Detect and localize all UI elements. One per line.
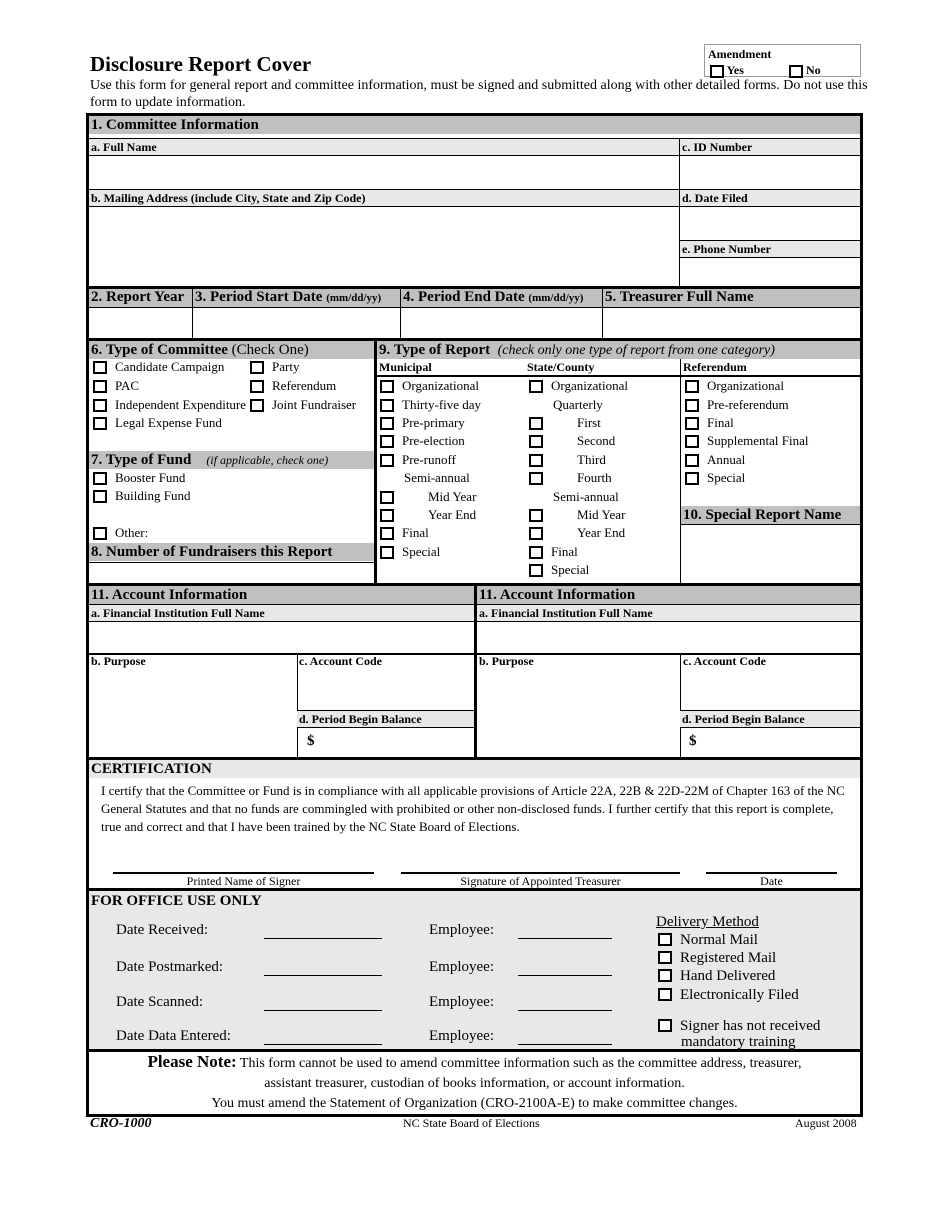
date-signature-label: Date [760,874,783,888]
please-note-line-2: assistant treasurer, custodian of books information, or account information. [264,1076,685,1091]
date-postmarked-label: Date Postmarked: [116,959,224,975]
building-fund-checkbox[interactable] [93,490,107,503]
form-code: CRO-1000 [90,1116,152,1131]
begin-balance-2-label: d. Period Begin Balance [680,710,860,728]
date-postmarked-field[interactable] [264,975,382,976]
date-scanned-label: Date Scanned: [116,994,204,1010]
purpose-1-field[interactable] [90,671,296,756]
state-organizational-checkbox[interactable] [529,380,543,393]
mailing-address-field[interactable] [90,207,678,286]
mailing-address-label: b. Mailing Address (include City, State and Zip Code) [89,189,679,207]
municipal-label: Municipal [379,360,432,374]
account-info-1-header: 11. Account Information [89,586,474,604]
municipal-pre-election-checkbox[interactable] [380,435,394,448]
municipal-year-end-checkbox[interactable] [380,509,394,522]
section-9-header: 9. Type of Report (check only one type of report from one category) [377,341,860,360]
special-report-name-field[interactable] [682,525,860,583]
id-number-field[interactable] [681,156,860,188]
account-code-2-label: c. Account Code [683,654,766,668]
period-end-label: 4. Period End Date (mm/dd/yy) [403,289,584,305]
section-1-header: 1. Committee Information [89,116,860,134]
municipal-semi-annual-label: Semi-annual [404,470,470,485]
date-data-entered-field[interactable] [264,1044,382,1045]
period-start-field[interactable] [193,308,399,338]
begin-balance-2-field[interactable]: $ [689,733,697,749]
date-scanned-field[interactable] [264,1010,382,1011]
begin-balance-1-label: d. Period Begin Balance [297,710,474,728]
section-7-header: 7. Type of Fund (if applicable, check one) [89,451,374,469]
account-info-2-header: 11. Account Information [477,586,860,604]
referendum-annual-checkbox[interactable] [685,454,699,467]
booster-fund-checkbox[interactable] [93,472,107,485]
hand-delivered-checkbox[interactable] [658,969,672,982]
state-mid-year-checkbox[interactable] [529,509,543,522]
state-final-checkbox[interactable] [529,546,543,559]
state-special-checkbox[interactable] [529,564,543,577]
employee-label-2: Employee: [429,959,494,975]
section-10-header: 10. Special Report Name [681,506,860,524]
footer-agency: NC State Board of Elections [403,1116,540,1130]
state-first-quarter-checkbox[interactable] [529,417,543,430]
date-data-entered-label: Date Data Entered: [116,1028,231,1044]
begin-balance-1-field[interactable]: $ [307,733,315,749]
certification-text: I certify that the Committee or Fund is in compliance with all applicable provisions of Article 22A, 22B & 22D-22M of Chapter 163 of the NC General Statutes and that no funds are commingled with prohibited or other non-disclosed funds. I further certify that this report is complete, true and correct and that I have been trained by the NC State Board of Elections. [101,783,845,834]
legal-expense-fund-checkbox[interactable] [93,417,107,430]
signer-not-trained-label-2: mandatory training [681,1034,796,1050]
employee-label-3: Employee: [429,994,494,1010]
employee-field-2[interactable] [518,975,612,976]
municipal-final-checkbox[interactable] [380,527,394,540]
financial-institution-2-label: a. Financial Institution Full Name [477,604,860,622]
please-note-line-1: This form cannot be used to amend committee information such as the committee address, treasurer, [239,1056,802,1071]
account-code-1-label: c. Account Code [299,654,382,668]
supplemental-final-checkbox[interactable] [685,435,699,448]
state-second-quarter-checkbox[interactable] [529,435,543,448]
section-8-header: 8. Number of Fundraisers this Report [89,543,374,561]
pac-checkbox[interactable] [93,380,107,393]
purpose-1-label: b. Purpose [91,654,146,668]
amendment-yes-label: Yes [726,63,744,77]
candidate-campaign-checkbox[interactable] [93,361,107,374]
treasurer-name-field[interactable] [603,308,860,338]
purpose-2-field[interactable] [478,671,679,756]
page-title: Disclosure Report Cover [90,52,312,76]
referendum-committee-checkbox[interactable] [250,380,264,393]
full-name-field[interactable] [90,156,678,188]
electronically-filed-checkbox[interactable] [658,988,672,1001]
employee-field-3[interactable] [518,1010,612,1011]
signer-not-trained-checkbox[interactable] [658,1019,672,1032]
please-note [89,1052,860,1114]
date-filed-label: d. Date Filed [680,189,860,207]
municipal-thirty-five-day-checkbox[interactable] [380,399,394,412]
financial-institution-2-field[interactable] [478,622,860,652]
employee-field-1[interactable] [518,938,612,939]
financial-institution-1-label: a. Financial Institution Full Name [89,604,474,622]
state-semi-annual-label: Semi-annual [553,489,619,504]
period-start-label: 3. Period Start Date (mm/dd/yy) [195,289,382,305]
joint-fundraiser-checkbox[interactable] [250,399,264,412]
state-county-label: State/County [527,360,595,374]
independent-expenditure-checkbox[interactable] [93,399,107,412]
office-use-section: FOR OFFICE USE ONLY Date Received: Date Postmarked: Date Scanned: Date Data Entered: Employee: Employee: Employee: Employee: Delivery Method Normal Mail Registered Mail Hand Delivered Electronically Filed Signer has not received mandatory training [89,891,860,1049]
referendum-organizational-checkbox[interactable] [685,380,699,393]
form-body: 1. Committee Information a. Full Name c. ID Number b. Mailing Address (include City, State and Zip Code) d. Date Filed e. Phone Number 2. Report Year 3. Period Start Date (mm/dd/yy) 4. Period End Date (mm/dd/yy) 5. Treasurer Full Name 6. Type of Committee (Check One) 9. Type of Report (check only one type of report from one category) Candidate Campaign PAC Independent Expenditure Legal Expense Fund Party Referendum Joint Fundraiser 7. Type of Fund (if applicable, check one) Booster Fund Building Fund Other: 8. Number of Fundraisers this Report Municipal State/County Referendum Organizational Thirty-five day Pre-primary Pre-election Pre-runoff Semi-annual Mid Year Year End Final Special Organizational Quarterly First Second Third Fourth Semi-annual Mid Year Year End Final Special Organizational Pre-referendum Final Supplemental Final Annual Special 10. Special Report Name 11. Account Information 11. Account Information a. Financial Institution Full Name a. Financial Institution Full Name b. Purpose c. Account Code b. Purpose c. Account Code d. Period Begin Balance d. Period Begin Balance $ $ CERTIFICATION I certify that the Committee or Fund is in compliance with all applicable provisions of Article 22A, 22B & 22D-22M of Chapter 163 of the NC General Statutes and that no funds are commingled with prohibited or other non-disclosed funds. I further certify that this report is complete, true and correct and that I have been trained by the NC State Board of Elections. Printed Name of Signer Signature of Appointed Treasurer Date FOR OFFICE USE ONLY Date Received: Date Postmarked: Date Scanned: Date Data Entered: Employee: Employee: Employee: Employee: Delivery Method Normal Mail Registered Mail Hand Delivered Electronically Filed Signer has not received mandatory training Please Note: This form cannot be used to amend committee information such as the committee address, treasurer, assistant treasurer, custodian of books information, or account information. You must amend the Statement of Organization (CRO-2100A-E) to make committee changes. [86,113,863,1117]
purpose-2-label: b. Purpose [479,654,534,668]
state-year-end-checkbox[interactable] [529,527,543,540]
section-6-header: 6. Type of Committee (Check One) [89,341,374,359]
amendment-yes-checkbox[interactable] [710,65,724,78]
amendment-no-label: No [806,63,821,77]
treasurer-name-label: 5. Treasurer Full Name [605,289,754,305]
referendum-label: Referendum [683,360,747,374]
certification-header: CERTIFICATION [89,760,860,778]
phone-number-field[interactable] [681,258,860,286]
municipal-pre-primary-checkbox[interactable] [380,417,394,430]
signer-name-label: Printed Name of Signer [186,874,301,888]
treasurer-signature-label: Signature of Appointed Treasurer [460,874,621,888]
date-filed-field[interactable] [681,207,860,239]
municipal-organizational-checkbox[interactable] [380,380,394,393]
delivery-method-header: Delivery Method [656,914,759,930]
municipal-special-checkbox[interactable] [380,546,394,559]
pre-referendum-checkbox[interactable] [685,399,699,412]
office-use-header: FOR OFFICE USE ONLY [91,893,262,909]
date-received-field[interactable] [264,938,382,939]
period-end-field[interactable] [401,308,601,338]
phone-number-label: e. Phone Number [680,240,860,258]
registered-mail-checkbox[interactable] [658,951,672,964]
state-fourth-quarter-checkbox[interactable] [529,472,543,485]
report-year-field[interactable] [90,308,191,338]
state-third-quarter-checkbox[interactable] [529,454,543,467]
please-note-lead: Please Note: [147,1052,237,1071]
report-year-label: 2. Report Year [91,289,185,305]
referendum-special-checkbox[interactable] [685,472,699,485]
account-code-1-field[interactable] [298,671,473,709]
employee-label-1: Employee: [429,922,494,938]
id-number-label: c. ID Number [680,138,860,156]
referendum-final-checkbox[interactable] [685,417,699,430]
amendment-box [704,44,861,77]
intro-text: Use this form for general report and committee information, must be signed and submitted along with other detailed forms. Do not use this form to update information. [90,78,868,110]
other-fund-checkbox[interactable] [93,527,107,540]
footer-date: August 2008 [795,1116,857,1130]
please-note-line-3: You must amend the Statement of Organization (CRO-2100A-E) to make committee changes. [211,1096,738,1111]
employee-field-4[interactable] [518,1044,612,1045]
normal-mail-checkbox[interactable] [658,933,672,946]
full-name-label: a. Full Name [89,138,679,156]
amendment-no-checkbox[interactable] [789,65,803,78]
fundraisers-count-field[interactable] [90,563,373,583]
party-checkbox[interactable] [250,361,264,374]
amendment-label: Amendment [708,47,772,61]
account-code-2-field[interactable] [681,671,860,709]
municipal-mid-year-checkbox[interactable] [380,491,394,504]
municipal-pre-runoff-checkbox[interactable] [380,454,394,467]
employee-label-4: Employee: [429,1028,494,1044]
state-quarterly-label: Quarterly [553,397,603,412]
financial-institution-1-field[interactable] [90,622,473,652]
date-received-label: Date Received: [116,922,209,938]
